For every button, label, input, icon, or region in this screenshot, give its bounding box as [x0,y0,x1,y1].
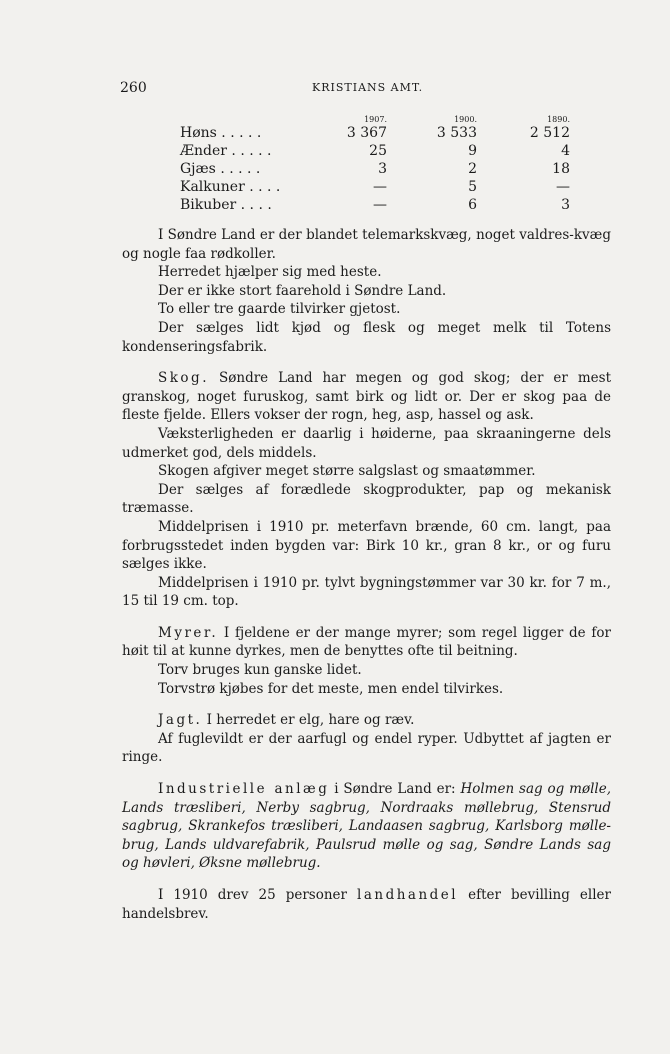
skog-text: Søndre Land har megen og god skog; der er mest granskog, noget furuskog, samt birk og lidt or. Der er skog paa de fleste fjelde. Ellers vokser der rogn, heg, asp, hassel og ask. [122,370,612,424]
cell-1890: 4 [561,143,570,159]
paragraph: Af fuglevildt er der aarfugl og endel ryper. Udbyttet af jagten er ringe. [122,730,611,766]
row-label: Gjæs . . . . . [180,161,261,177]
cell-1900: 5 [468,179,477,195]
body-text [122,226,611,923]
cell-1900: 2 [468,161,477,177]
cell-1890: — [556,179,570,195]
paragraph: I Søndre Land er der blandet telemarkskvæg, noget valdres-kvæg og nogle faa rødkoller. [122,227,611,262]
table-row [180,142,570,160]
myrer-text: I fjeldene er der mange myrer; som regel ligger de for høit til at kunne dyrkes, men de benyttes ofte til beitning. [122,624,611,660]
paragraph: Der sælges af forædlede skogprodukter, pap og mekanisk træmasse. [122,481,611,517]
myrer-paragraph [122,624,611,661]
paragraph: Skogen afgiver meget større salgslast og smaatømmer. [158,463,536,480]
year-1907-header: 1907. [364,115,387,124]
year-1900-header: 1900. [454,115,477,124]
jagt-text: I herredet er elg, hare og ræv. [206,712,415,729]
paragraph: Væksterligheden er daarlig i høiderne, paa skraaningerne dels udmerket god, dels middels. [122,425,611,461]
cell-1900: 6 [468,197,477,213]
handel-text-c: efter bevilling eller handelsbrev. [122,887,611,922]
row-label: Høns . . . . . [180,125,262,141]
paragraph: Middelprisen i 1910 pr. tylvt bygningstømmer var 30 kr. for 7 m., 15 til 19 cm. top. [122,574,611,610]
cell-1890: 3 [561,197,570,213]
year-1890-header: 1890. [547,115,570,124]
industri-list: Holmen sag og mølle, Lands træsliberi, Nerby sagbrug, Nordraaks møllebrug, Stensrud sagbrug, Skrankefos træsliberi, Landaasen sagbrug, Karlsborg mølle-brug, Lands uldvarefabrik, Paulsrud mølle og sag, Søndre Lands sag og høvleri, Øksne møllebrug. [122,781,611,872]
paragraph: Torv bruges kun ganske lidet. [158,662,362,679]
row-label: Ænder . . . . . [180,143,272,159]
table-corner [180,112,330,124]
section-heading-myrer: Myrer. [158,624,219,641]
section-heading-jagt: Jagt. [158,712,203,729]
cell-1900: 9 [468,143,477,159]
industri-text: i Søndre Land er: [334,781,456,798]
page-number: 260 [120,80,147,96]
jagt-paragraph [122,711,611,730]
table-row [180,196,570,214]
paragraph: Der er ikke stort faarehold i Søndre Land. [158,282,447,299]
paragraph: Der sælges lidt kjød og flesk og meget melk til Totens kondenseringsfabrik. [122,319,611,355]
cell-1907: — [373,179,387,195]
cell-1907: 3 [378,161,387,177]
cell-1907: 25 [369,143,387,159]
paragraph: Torvstrø kjøbes for det meste, men endel tilvirkes. [158,680,504,697]
section-heading-skog: Skog. [158,370,209,387]
cell-1900: 3 533 [436,125,477,141]
cell-1907: — [373,197,387,213]
row-label: Kalkuner . . . . [180,179,281,195]
paragraph: To eller tre gaarde tilvirker gjetost. [158,301,401,318]
paragraph: Herredet hjælper sig med heste. [158,264,382,281]
handel-keyword: landhandel [357,887,459,903]
table-row [180,178,570,196]
table-row [180,160,570,178]
handel-text-a: I 1910 drev 25 personer [158,887,347,903]
cell-1890: 18 [552,161,570,177]
handel-paragraph [122,886,611,923]
running-head: KRISTIANS AMT. [312,81,424,94]
livestock-table [180,112,570,214]
section-heading-industri: Industrielle anlæg [158,781,330,798]
row-label: Bikuber . . . . [180,197,272,213]
industri-paragraph [122,780,611,873]
skog-paragraph [122,369,611,425]
table-row [180,124,570,142]
paragraph: Middelprisen i 1910 pr. meterfavn brænde, 60 cm. langt, paa forbrugsstedet inden bygden var: Birk 10 kr., gran 8 kr., or og furu sælges ikke. [122,518,611,573]
table-header-row [180,112,570,124]
cell-1907: 3 367 [346,125,387,141]
page-header [120,80,540,98]
cell-1890: 2 512 [529,125,570,141]
